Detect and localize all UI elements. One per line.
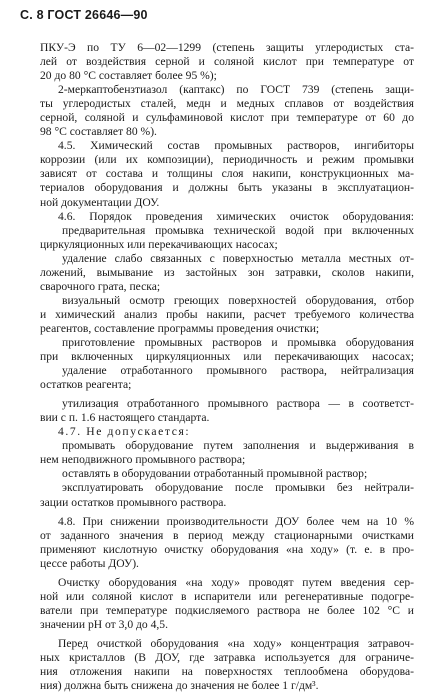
text-line: Очистку оборудования «на ходу» проводят путем введения сер- bbox=[58, 575, 414, 589]
page-header bbox=[20, 8, 148, 22]
text-line: 4.6. Порядок проведения химических очисток оборудования: bbox=[58, 209, 414, 223]
text-line: серной, соляной и сульфаминовой кислот при температуре от 60 до bbox=[40, 111, 414, 125]
text-line: нем неподвижного промывного раствора; bbox=[40, 453, 246, 467]
text-line: ватели при температуре подкисляемого раствора не более 102 °С и bbox=[40, 603, 414, 617]
text-line: ния) должна быть снижена до значения не более 1 г/дм³. bbox=[40, 679, 319, 693]
text-line: ПКУ-Э по ТУ 6—02—1299 (степень защиты углеродистых ста- bbox=[40, 41, 414, 54]
text-line: ной или соляной кислот в испарители или регенеративные подогре- bbox=[40, 589, 414, 603]
text-line: промывать оборудование путем заполнения и выдерживания в bbox=[62, 439, 414, 453]
text-line: ных кристаллов (В ДОУ, где затравка используется для ограниче- bbox=[40, 650, 414, 664]
text-line: зации остатков промывного раствора. bbox=[40, 495, 227, 509]
text-line: ложений, вымывание из застойных зон затравки, сколов накипи, bbox=[40, 265, 414, 279]
text-line: ния отложения накипи на поверхностях теплообмена оборудова- bbox=[40, 665, 414, 679]
text-line: удаление слабо связанных с поверхностью металла местных от- bbox=[62, 251, 414, 265]
text-line: сварочного грата, песка; bbox=[40, 279, 161, 293]
text-line: 4.8. При снижении производительности ДОУ более чем на 10 % bbox=[58, 514, 414, 528]
text-line: оставлять в оборудовании отработанный промывной раствор; bbox=[62, 467, 368, 481]
text-line: реагентов, составление программы проведения очистки; bbox=[40, 321, 320, 335]
text-line: применяют кислотную очистку оборудования «на ходу» (т. е. в про- bbox=[40, 542, 414, 556]
text-line: лей от воздействия серной и соляной кислот при температуре от bbox=[40, 55, 414, 69]
text-line: зависят от состава и толщины слоя накипи, конструкционных ма- bbox=[40, 167, 414, 181]
text-line: и химический анализ пробы накипи, расчет требуемого количества bbox=[40, 307, 414, 321]
text-line: 20 до 80 °С составляет более 95 %); bbox=[40, 69, 217, 83]
text-line: коррозии (или их композиции), периодичность и режим промывки bbox=[40, 153, 414, 167]
text-line: Перед очисткой оборудования «на ходу» концентрация затравоч- bbox=[58, 636, 414, 650]
text-line: удаление отработанного промывного раствора, нейтрализация bbox=[62, 364, 414, 378]
text-line: 4.5. Химический состав промывных растворов, ингибиторы bbox=[58, 139, 414, 153]
text-line: визуальный осмотр греющих поверхностей оборудования, отбор bbox=[62, 293, 414, 307]
text-line: остатков реагента; bbox=[40, 378, 132, 392]
text-line: эксплуатировать оборудование после промывки без нейтрали- bbox=[62, 481, 414, 495]
text-line: предварительная промывка технической водой при включенных bbox=[62, 223, 414, 237]
document-body bbox=[40, 41, 414, 693]
text-line: приготовление промывных растворов и промывка оборудования bbox=[62, 335, 414, 349]
text-line: вии с п. 1.6 настоящего стандарта. bbox=[40, 411, 210, 425]
text-line: при включенных циркуляционных или перекачивающих насосах; bbox=[40, 350, 414, 364]
text-line: утилизация отработанного промывного раствора — в соответст- bbox=[62, 397, 414, 411]
page-number: С. 8 bbox=[20, 8, 44, 22]
text-line: циркуляционных или перекачивающих насосах; bbox=[40, 237, 278, 251]
text-line: цессе работы ДОУ). bbox=[40, 556, 139, 570]
text-line: значении pH от 3,0 до 4,5. bbox=[40, 617, 169, 631]
text-line: от заданного значения в период между стационарными очистками bbox=[40, 528, 414, 542]
text-line: 98 °С составляет 80 %). bbox=[40, 125, 157, 139]
text-line: териалов оборудования и должны быть указаны в эксплуатацион- bbox=[40, 181, 414, 195]
section-heading: 4.7. Не допускается: bbox=[58, 425, 191, 439]
text-line: 2-меркаптобензтиазол (каптакс) по ГОСТ 739 (степень защи- bbox=[58, 83, 414, 97]
text-line: ной документации ДОУ. bbox=[40, 195, 160, 209]
standard-code: ГОСТ 26646—90 bbox=[47, 8, 148, 22]
text-line: ты углеродистых сталей, медн и медных сплавов от воздействия bbox=[40, 97, 414, 111]
